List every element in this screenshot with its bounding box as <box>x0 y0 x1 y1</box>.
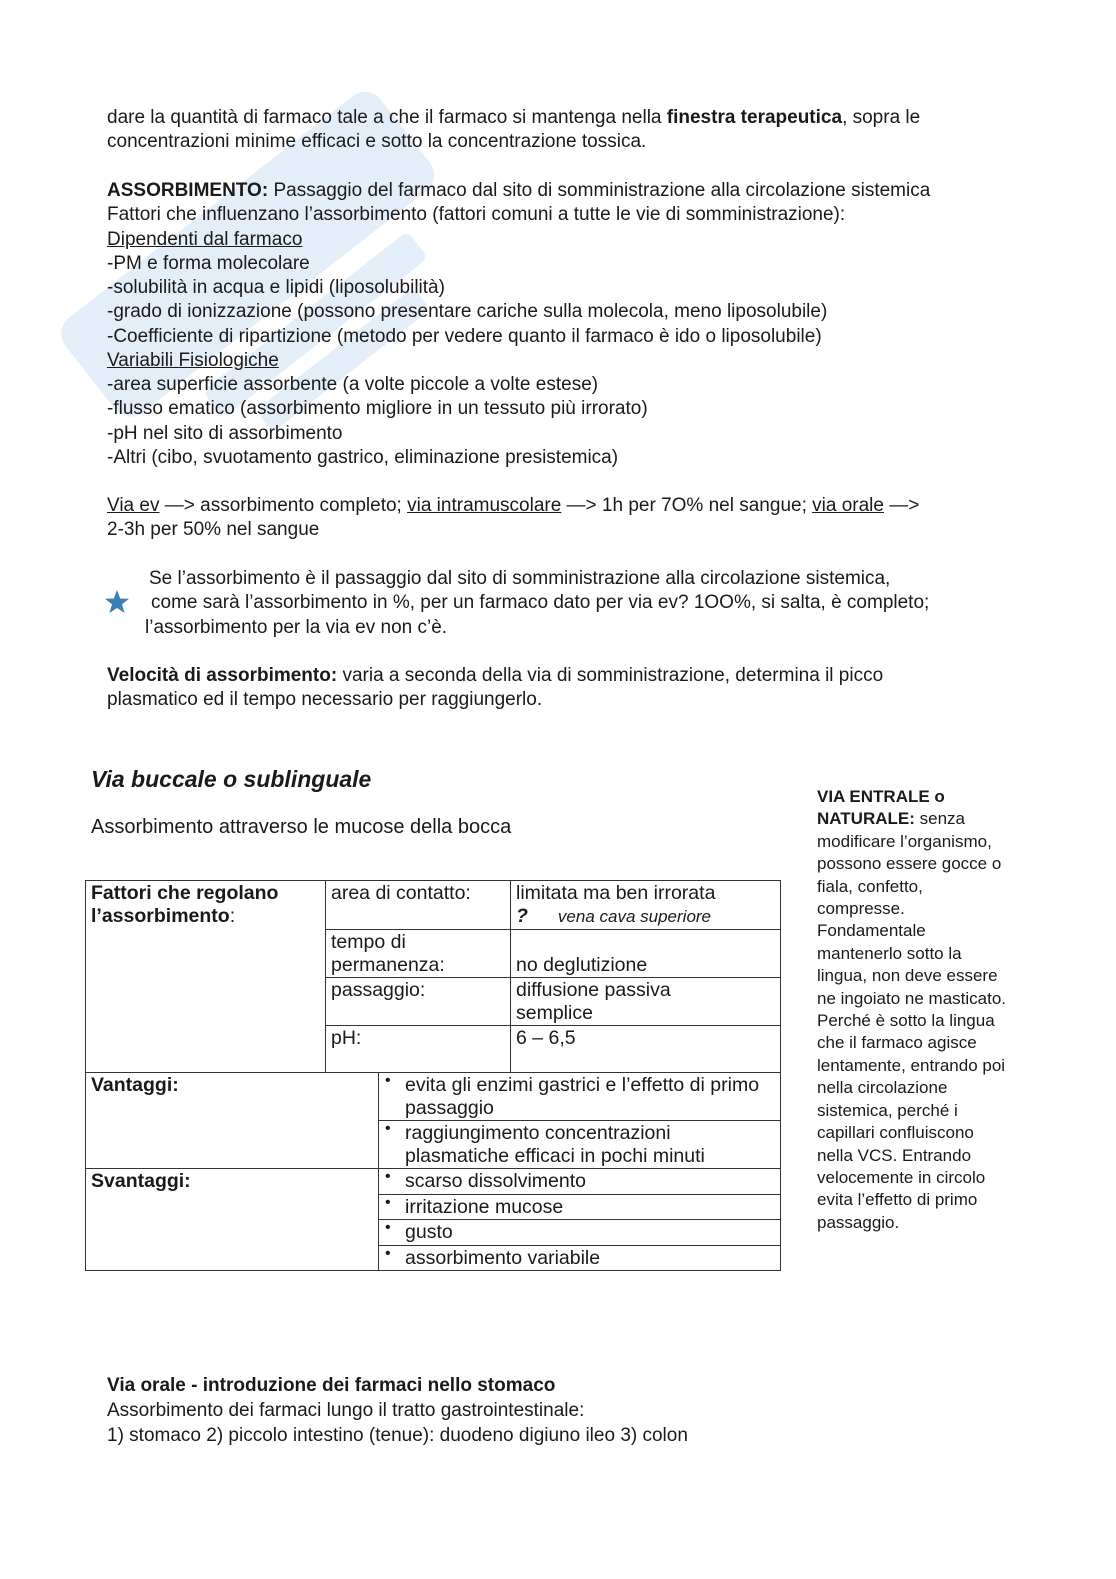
svantaggi-item: • assorbimento variabile <box>379 1245 781 1271</box>
section-title-orale: Via orale - introduzione dei farmaci nello stomaco <box>107 1375 556 1396</box>
note-line-3: l’assorbimento per la via ev non c’è. <box>145 617 448 638</box>
assorbimento-definition: ASSORBIMENTO: Passaggio del farmaco dal sito di somministrazione alla circolazione sistemica <box>107 180 931 201</box>
fattori-header: Fattori che regolano l’assorbimento: <box>86 881 326 1073</box>
buccale-table <box>85 880 781 1271</box>
var-item: -flusso ematico (assorbimento migliore in un tessuto più irrorato) <box>107 398 648 419</box>
dipendenti-title: Dipendenti dal farmaco <box>107 229 303 250</box>
note-line-2: come sarà l’assorbimento in %, per un farmaco dato per via ev? 1OO%, si salta, è completo; <box>151 592 930 613</box>
var-item: -Altri (cibo, svuotamento gastrico, eliminazione presistemica) <box>107 447 619 468</box>
star-icon <box>104 589 130 615</box>
svantaggi-item: • gusto <box>379 1220 781 1246</box>
variabili-title: Variabili Fisiologiche <box>107 350 279 371</box>
orale-line-1: Assorbimento dei farmaci lungo il tratto gastrointestinale: <box>107 1400 585 1421</box>
svantaggi-item: • irritazione mucose <box>379 1194 781 1220</box>
var-item: -area superficie assorbente (a volte piccole a volte estese) <box>107 374 599 395</box>
table-row <box>86 881 781 930</box>
var-item: -pH nel sito di assorbimento <box>107 423 343 444</box>
section-subtitle-buccale: Assorbimento attraverso le mucose della bocca <box>91 816 512 838</box>
vantaggi-item: • evita gli enzimi gastrici e l’effetto di primo passaggio <box>379 1073 781 1121</box>
intro-line-2: concentrazioni minime efficaci e sotto la concentrazione tossica. <box>107 131 647 152</box>
vie-line-1: Via ev —> assorbimento completo; via intramuscolare —> 1h per 7O% nel sangue; via orale —> <box>107 495 920 516</box>
dip-item: -Coefficiente di ripartizione (metodo per vedere quanto il farmaco è ido o liposolubile) <box>107 326 822 347</box>
dip-item: -solubilità in acqua e lipidi (liposolubilità) <box>107 277 445 298</box>
table-cell-key: area di contatto: <box>326 881 511 930</box>
table-cell-value: diffusione passiva semplice <box>511 978 781 1026</box>
intro-line-1: dare la quantità di farmaco tale a che il farmaco si mantenga nella finestra terapeutica, sopra le <box>107 107 921 128</box>
svantaggi-header: Svantaggi: <box>86 1169 379 1271</box>
dip-item: -PM e forma molecolare <box>107 253 310 274</box>
table-cell-key: passaggio: <box>326 978 511 1026</box>
note-line-1: Se l’assorbimento è il passaggio dal sito di somministrazione alla circolazione sistemica, <box>149 568 891 589</box>
assorbimento-fattori: Fattori che influenzano l’assorbimento (fattori comuni a tutte le vie di somministrazione): <box>107 204 846 225</box>
orale-line-2: 1) stomaco 2) piccolo intestino (tenue): duodeno digiuno ileo 3) colon <box>107 1425 688 1446</box>
velocita-line-1: Velocità di assorbimento: varia a seconda della via di somministrazione, determina il picco <box>107 665 884 686</box>
table-cell-value: no deglutizione <box>511 930 781 978</box>
sidebar-note-via-entrale: VIA ENTRALE o NATURALE: senza modificare l’organismo, possono essere gocce o fiala, confetto, compresse. Fondamentale mantenerlo sotto la lingua, non deve essere ne ingoiato ne masticato. Perché è sotto la lingua che il farmaco agisce lentamente, entrando poi nella circolazione sistemica, perché i capillari confluiscono nella VCS. Entrando velocemente in circolo evita l’effetto di primo passaggio. <box>817 787 1007 1232</box>
table-cell-value: limitata ma ben irrorata ? vena cava superiore <box>511 881 781 930</box>
velocita-line-2: plasmatico ed il tempo necessario per raggiungerlo. <box>107 689 543 710</box>
table-cell-key: tempo di permanenza: <box>326 930 511 978</box>
vantaggi-header: Vantaggi: <box>86 1073 379 1169</box>
table-cell-value: 6 – 6,5 <box>511 1026 781 1073</box>
vie-line-2: 2-3h per 50% nel sangue <box>107 519 320 540</box>
table-row <box>86 1169 781 1195</box>
svantaggi-item: • scarso dissolvimento <box>379 1169 781 1195</box>
section-title-buccale: Via buccale o sublinguale <box>91 766 372 792</box>
dip-item: -grado di ionizzazione (possono presentare cariche sulla molecola, meno liposolubile) <box>107 301 828 322</box>
table-cell-key: pH: <box>326 1026 511 1073</box>
table-row <box>86 1073 781 1121</box>
vantaggi-item: • raggiungimento concentrazioni plasmatiche efficaci in pochi minuti <box>379 1121 781 1169</box>
